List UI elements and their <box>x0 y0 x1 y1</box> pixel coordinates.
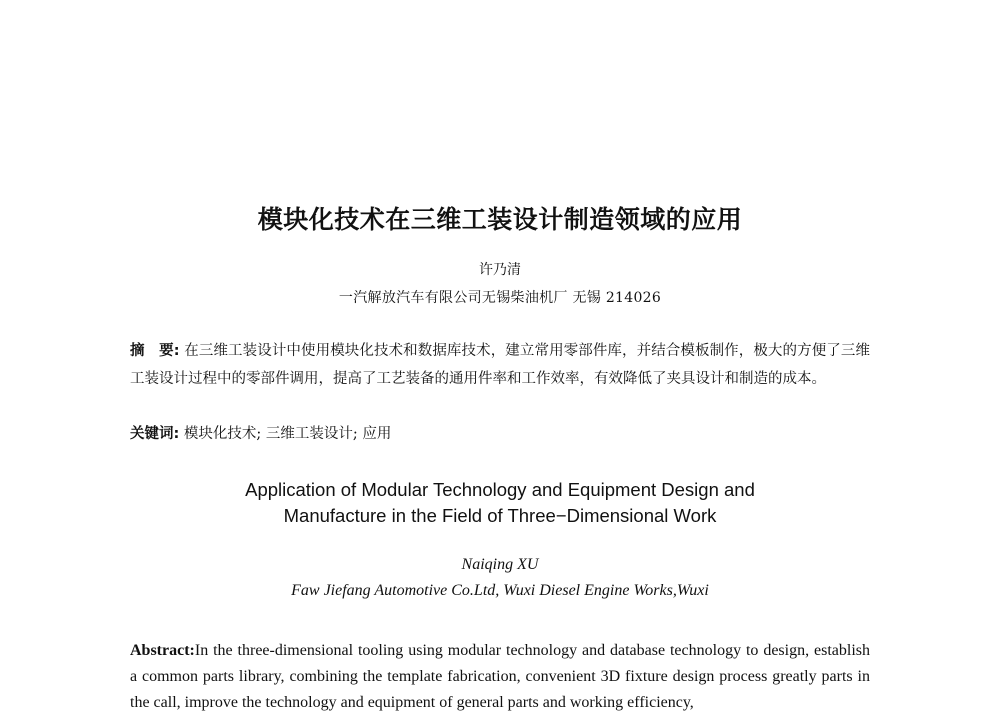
chinese-abstract <box>130 337 870 393</box>
english-abstract-text: In the three-dimensional tooling using modular technology and database technology to design, establish a common parts library, combining the template fabrication, convenient 3D fixture design process greatly parts in the call, improve the technology and equipment of general parts and working efficiency, <box>130 642 870 711</box>
english-author: Naiqing XU <box>461 556 539 573</box>
chinese-abstract-text: 在三维工装设计中使用模块化技术和数据库技术，建立常用零部件库，并结合模板制作，极大的方便了三维工装设计过程中的零部件调用，提高了工艺装备的通用件率和工作效率，有效降低了夹具设计和制造的成本。 <box>130 343 870 387</box>
chinese-abstract-label: 摘 要: <box>130 343 180 359</box>
chinese-title: 模块化技术在三维工装设计制造领域的应用 <box>257 205 743 234</box>
english-abstract <box>130 638 870 716</box>
chinese-keywords-text: 模块化技术; 三维工装设计; 应用 <box>179 426 392 442</box>
english-title-line-2: Manufacture in the Field of Three−Dimensional Work <box>283 505 717 526</box>
english-title <box>0 477 1000 529</box>
english-title-line-1: Application of Modular Technology and Equipment Design and <box>245 479 755 500</box>
chinese-affiliation: 一汽解放汽车有限公司无锡柴油机厂 无锡 214026 <box>338 290 662 306</box>
english-abstract-label: Abstract: <box>130 642 195 659</box>
chinese-author: 许乃清 <box>479 262 521 278</box>
chinese-keywords-label: 关键词: <box>130 426 180 442</box>
chinese-keywords <box>130 422 870 443</box>
english-affiliation: Faw Jiefang Automotive Co.Ltd, Wuxi Diesel Engine Works,Wuxi <box>291 582 709 599</box>
